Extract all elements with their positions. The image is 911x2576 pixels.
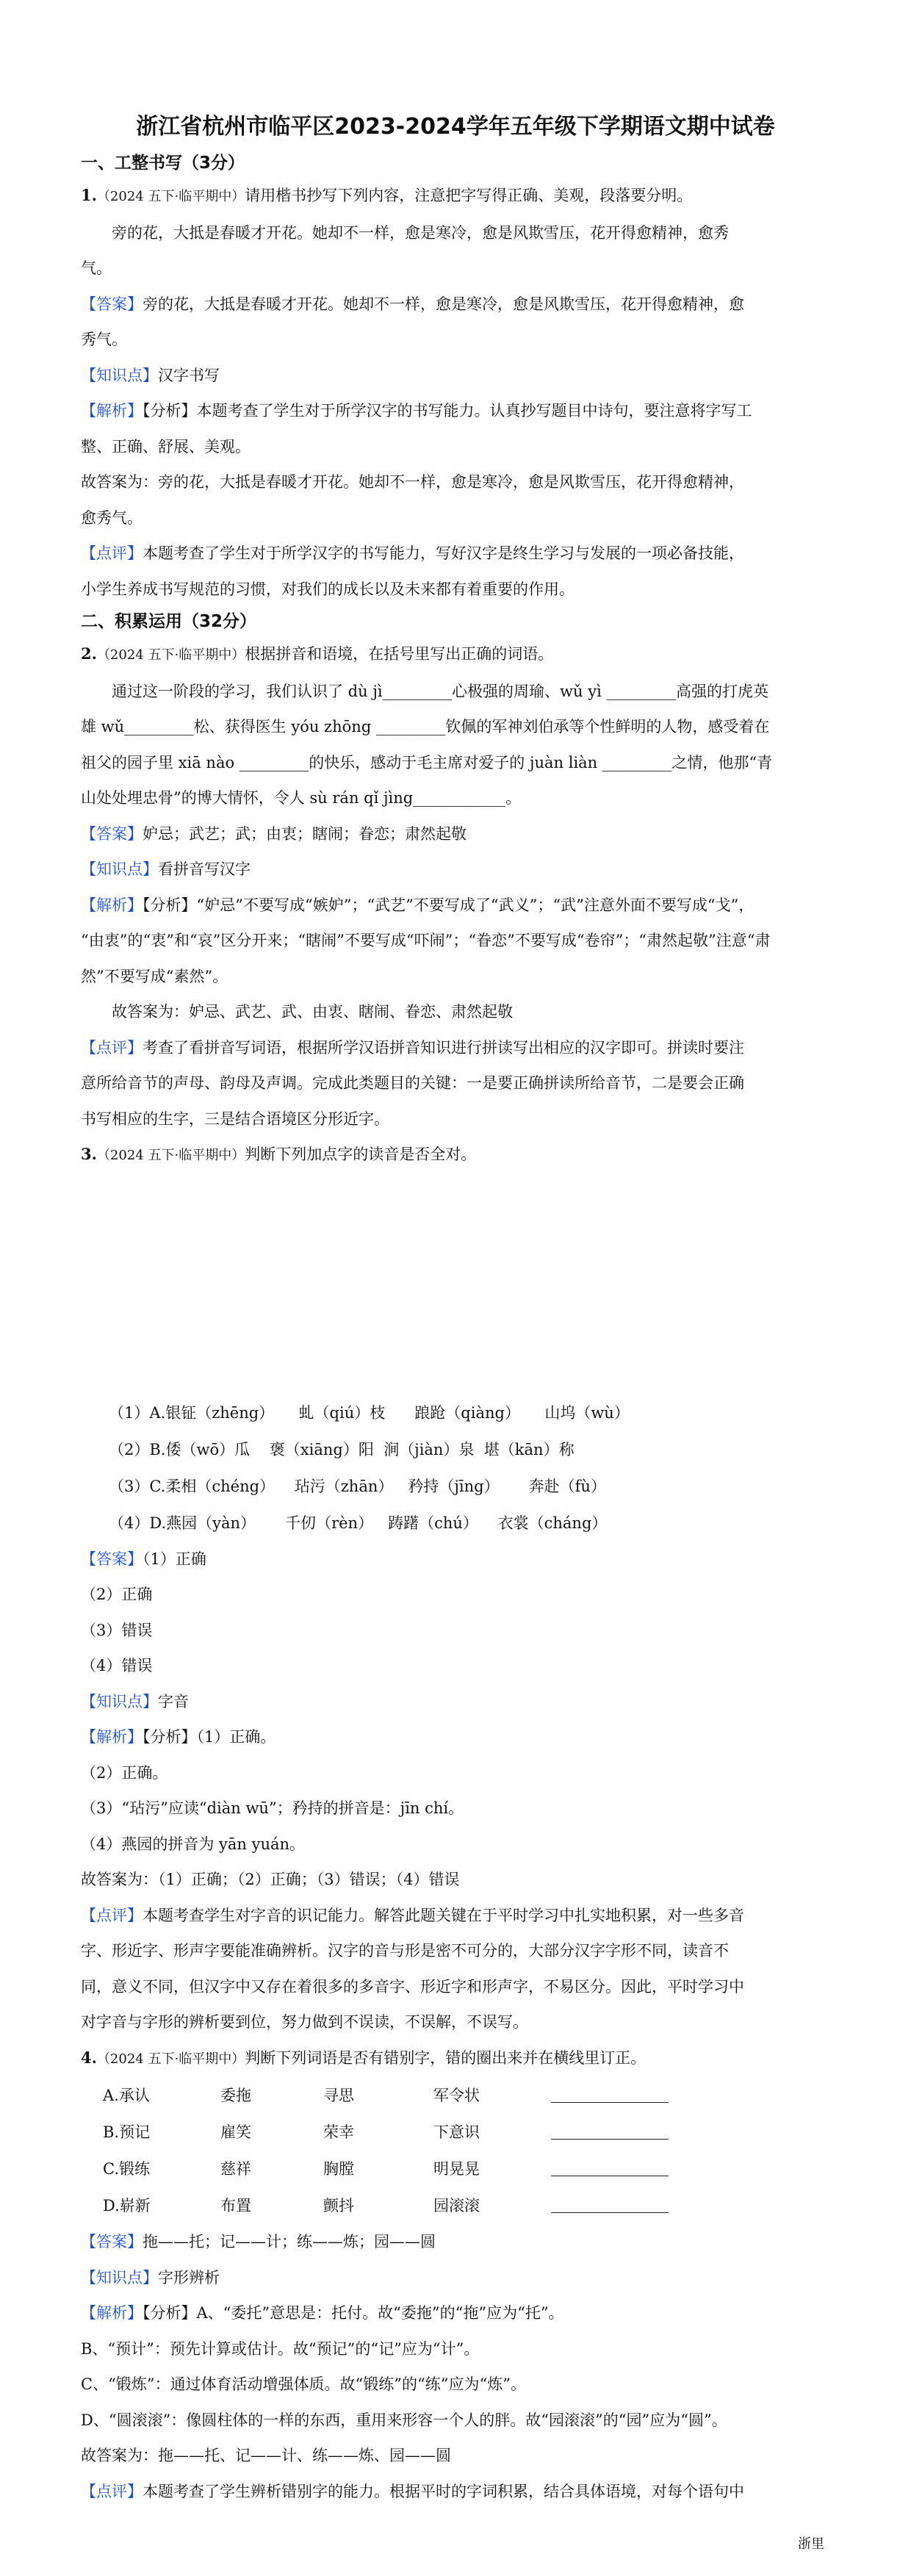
comment-tag: 【点评】 <box>81 1038 143 1057</box>
q3-comment <box>81 1898 830 1934</box>
q3-analysis <box>81 1719 830 1755</box>
comment-tag: 【点评】 <box>81 1906 143 1924</box>
section-heading-1: 一、工整书写（3分） <box>81 154 245 173</box>
q3-comment-cont: 对字音与字形的辨析要到位，努力做到不误读，不误解，不误写。 <box>81 2013 528 2031</box>
q2-analysis <box>81 888 830 924</box>
answer-blank[interactable] <box>551 2190 669 2213</box>
q2-analysis-cont: 然”不要写成“素然”。 <box>81 967 228 985</box>
q1-answer-cont: 秀气。 <box>81 331 127 348</box>
q2-final-answer: 故答案为：妒忌、武艺、武、由衷、瞎闹、眷恋、肃然起敬 <box>112 1003 513 1021</box>
q2-answer-text: 妒忌；武艺；武；由衷；瞎闹；眷恋；肃然起敬 <box>143 824 467 843</box>
q4-word-row <box>81 2187 830 2224</box>
q3-analysis-text: 【分析】（1）正确。 <box>143 1728 276 1746</box>
q4-word: 园滚滚 <box>433 2197 480 2215</box>
knowledge-tag: 【知识点】 <box>81 2268 158 2287</box>
q1-answer-text: 旁的花，大抵是春暖才开花。她却不一样，愈是寒冷，愈是风欺雪压，花开得愈精神，愈 <box>143 295 744 313</box>
q1-analysis-text: 【分析】本题考查了学生对于所学汉字的书写能力。认真抄写题目中诗句，要注意将字写工 <box>143 402 752 420</box>
q4-word-row <box>81 2151 830 2187</box>
knowledge-tag: 【知识点】 <box>81 860 158 878</box>
q4-word: 荣幸 <box>323 2123 354 2141</box>
q4-word: 雇笑 <box>220 2123 251 2141</box>
q3-source: （2024 五下·临平期中） <box>96 1148 245 1163</box>
q2-passage-line: 祖父的园子里 xiā nào _________的快乐，感动于毛主席对爱子的 juàn liàn _________之情，他那“青 <box>81 753 773 771</box>
q3-option-1: （1）A.银钲（zhēng） 虬（qiú）枝 踉跄（qiàng） 山坞（wù） <box>109 1403 630 1422</box>
q4-word: 慈祥 <box>220 2160 251 2178</box>
q3-answer-cont: （4）错误 <box>81 1657 153 1674</box>
q4-word: 布置 <box>220 2197 251 2215</box>
q4-word: 下意识 <box>433 2123 480 2141</box>
q3-answer <box>81 1541 830 1577</box>
q2-stem-text: 根据拼音和语境，在括号里写出正确的词语。 <box>245 645 554 663</box>
q2-passage-line: 山处处埋忠骨”的博大情怀，令人 sù rán qǐ jìng____________。 <box>81 789 522 807</box>
q3-stem <box>81 1137 830 1174</box>
q4-word-row <box>81 2077 830 2114</box>
q4-word: A.承认 <box>103 2087 150 2104</box>
q4-analysis-cont: C、“锻炼”：通过体育活动增强体质。故“锻练”的“练”应为“炼”。 <box>81 2375 526 2393</box>
q1-answer <box>81 287 830 323</box>
q2-number: 2. <box>81 644 97 663</box>
page-title: 浙江省杭州市临平区2023-2024学年五年级下学期语文期中试卷 <box>136 114 775 140</box>
q3-stem-text: 判断下列加点字的读音是否全对。 <box>245 1145 477 1163</box>
answer-blank[interactable] <box>551 2117 669 2140</box>
q2-answer <box>81 816 830 852</box>
page-footer: 浙里 <box>798 2536 824 2552</box>
answer-tag: 【答案】 <box>81 295 143 313</box>
q2-analysis-cont: “由衷”的“衷”和“哀”区分开来；“瞎闹”不要写成“吓闹”；“眷恋”不要写成“卷帘”；“肃然起敬”注意“肃 <box>81 932 771 949</box>
q1-passage-line: 旁的花，大抵是春暖才开花。她却不一样，愈是寒冷，愈是风欺雪压，花开得愈精神，愈秀 <box>112 223 729 242</box>
q3-number: 3. <box>81 1145 97 1163</box>
q3-option-2: （2）B.倭（wō）瓜 褒（xiāng）阳 涧（jiàn）泉 堪（kān）称 <box>109 1440 575 1458</box>
q3-option-4: （4）D.燕园（yàn） 千仞（rèn） 踌躇（chú） 衣裳（cháng） <box>109 1514 608 1532</box>
q1-stem <box>81 178 830 215</box>
q4-word: 军令状 <box>433 2087 480 2104</box>
q4-word: 颤抖 <box>323 2197 354 2215</box>
q4-analysis <box>81 2295 830 2331</box>
q2-source: （2024 五下·临平期中） <box>96 647 245 663</box>
analysis-tag: 【解析】 <box>81 2304 143 2322</box>
analysis-tag: 【解析】 <box>81 402 143 420</box>
q4-analysis-text: 【分析】A、“委托”意思是：托付。故“委拖”的“拖”应为“托”。 <box>143 2304 564 2322</box>
q4-word: C.锻练 <box>103 2160 150 2178</box>
q1-final-answer-cont: 愈秀气。 <box>81 508 143 527</box>
q4-analysis-cont: D、“圆滚滚”：像圆柱体的一样的东西，重用来形容一个人的胖。故“园滚滚”的“园”应为“圆”。 <box>81 2411 727 2429</box>
q1-source: （2024 五下·临平期中） <box>96 189 245 204</box>
q1-final-answer: 故答案为：旁的花，大抵是春暖才开花。她却不一样，愈是寒冷，愈是风欺雪压，花开得愈精神， <box>81 473 744 491</box>
q4-word: 委拖 <box>220 2087 251 2104</box>
q4-word: 寻思 <box>323 2087 354 2104</box>
q1-kp-text: 汉字书写 <box>158 366 220 384</box>
knowledge-tag: 【知识点】 <box>81 366 158 384</box>
q2-kp-text: 看拼音写汉字 <box>158 860 251 878</box>
q4-stem-text: 判断下列词语是否有错别字，错的圈出来并在横线里订正。 <box>245 2048 647 2067</box>
analysis-tag: 【解析】 <box>81 1728 143 1746</box>
q3-knowledge-point <box>81 1684 830 1720</box>
analysis-tag: 【解析】 <box>81 896 143 914</box>
q2-comment <box>81 1030 830 1066</box>
q3-final-answer: 故答案为：（1）正确；（2）正确；（3）错误；（4）错误 <box>81 1871 460 1888</box>
q1-comment-text: 本题考查了学生对于所学汉字的书写能力，写好汉字是终生学习与发展的一项必备技能， <box>143 544 744 562</box>
q3-analysis-cont: （4）燕园的拼音为 yān yuán。 <box>81 1835 306 1853</box>
q2-comment-text: 考查了看拼音写词语，根据所学汉语拼音知识进行拼读写出相应的汉字即可。拼读时要注 <box>143 1038 744 1057</box>
q3-option-3: （3）C.柔相（chéng） 玷污（zhān） 矜持（jīng） 奔赴（fù） <box>109 1477 606 1495</box>
q2-passage-line: 通过这一阶段的学习，我们认识了 dù jì_________心极强的周瑜、wǔ yì _________高强的打虎英 <box>112 682 768 700</box>
q3-analysis-cont: （2）正确。 <box>81 1763 168 1782</box>
q3-analysis-cont: （3）“玷污”应读“diàn wū”；矜持的拼音是：jīn chí。 <box>81 1799 464 1817</box>
q4-final-answer: 故答案为：拖——托、记——计、练——炼、园——圆 <box>81 2447 451 2464</box>
q2-comment-cont: 意所给音节的声母、韵母及声调。完成此类题目的关键：一是要正确拼读所给音节，二是要会正确 <box>81 1074 744 1092</box>
q4-word: B.预记 <box>103 2123 151 2141</box>
q2-knowledge-point <box>81 852 830 888</box>
answer-tag: 【答案】 <box>81 1550 143 1568</box>
q1-knowledge-point <box>81 358 830 394</box>
blank-space <box>81 1174 830 1395</box>
q3-comment-cont: 字、形近字、形声字要能准确辨析。汉字的音与形是密不可分的，大部分汉字字形不同，读音不 <box>81 1942 729 1960</box>
q4-answer-text: 拖——托；记——计；练——炼；园——圆 <box>143 2233 436 2251</box>
answer-tag: 【答案】 <box>81 2233 143 2251</box>
q3-comment-text: 本题考查学生对字音的识记能力。解答此题关键在于平时学习中扎实地积累，对一些多音 <box>143 1906 744 1924</box>
q2-stem <box>81 636 830 674</box>
q4-kp-text: 字形辨析 <box>158 2268 220 2287</box>
q4-number: 4. <box>81 2048 97 2067</box>
q2-passage-line: 雄 wǔ_________松、获得医生 yóu zhōng _________钦佩的军神刘伯承等个性鲜明的人物，感受着在 <box>81 718 770 735</box>
q4-stem <box>81 2040 830 2078</box>
q4-comment <box>81 2474 830 2510</box>
q4-answer <box>81 2224 830 2260</box>
answer-blank[interactable] <box>551 2154 669 2176</box>
q3-answer-cont: （3）错误 <box>81 1621 153 1639</box>
q1-comment <box>81 536 830 572</box>
q3-kp-text: 字音 <box>158 1692 189 1710</box>
exam-page <box>81 110 830 2509</box>
comment-tag: 【点评】 <box>81 544 143 562</box>
q2-comment-cont: 书写相应的生字，三是结合语境区分形近字。 <box>81 1109 389 1128</box>
q1-number: 1. <box>81 186 97 204</box>
section-heading-2: 二、积累运用（32分） <box>81 612 257 631</box>
answer-tag: 【答案】 <box>81 824 143 843</box>
q3-comment-cont: 同，意义不同，但汉字中又存在着很多的多音字、形近字和形声字，不易区分。因此，平时学习中 <box>81 1977 744 1996</box>
q1-comment-cont: 小学生养成书写规范的习惯，对我们的成长以及未来都有着重要的作用。 <box>81 580 575 598</box>
q4-word: 胸膛 <box>323 2160 354 2178</box>
q4-knowledge-point <box>81 2260 830 2296</box>
answer-blank[interactable] <box>551 2080 669 2103</box>
q3-answer-cont: （2）正确 <box>81 1586 153 1603</box>
q4-comment-text: 本题考查了学生辨析错别字的能力。根据平时的字词积累，结合具体语境，对每个语句中 <box>143 2482 744 2500</box>
comment-tag: 【点评】 <box>81 2482 143 2500</box>
knowledge-tag: 【知识点】 <box>81 1692 158 1710</box>
q4-word: D.崭新 <box>103 2197 151 2215</box>
q4-word: 明晃晃 <box>433 2160 480 2178</box>
q3-answer-text: （1）正确 <box>143 1550 206 1568</box>
q4-analysis-cont: B、“预计”：预先计算或估计。故“预记”的“记”应为“计”。 <box>81 2339 480 2358</box>
q1-analysis-cont: 整、正确、舒展、美观。 <box>81 437 251 456</box>
q2-analysis-text: 【分析】“妒忌”不要写成“嫉妒”；“武艺”不要写成了“武义”；“武”注意外面不要写成“戈”， <box>143 896 755 914</box>
q4-word-row <box>81 2114 830 2151</box>
q1-passage-line: 气。 <box>81 259 112 277</box>
q4-source: （2024 五下·临平期中） <box>96 2051 245 2067</box>
q1-analysis <box>81 393 830 429</box>
q1-stem-text: 请用楷书抄写下列内容，注意把字写得正确、美观，段落要分明。 <box>245 187 693 204</box>
